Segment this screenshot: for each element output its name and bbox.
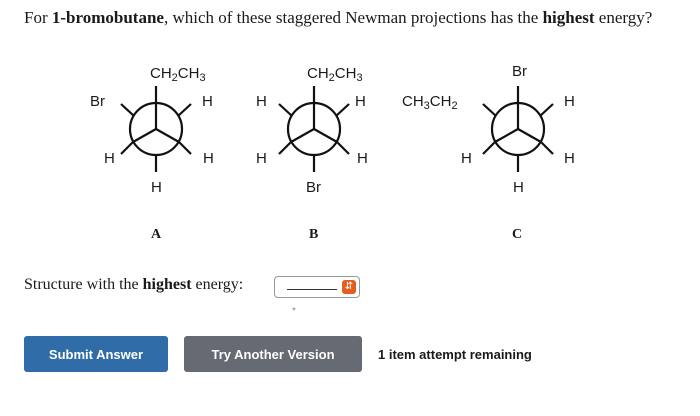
b-front-top-label: $CH_2CH_3$: [307, 65, 363, 84]
b-back-bottom-label: Br: [306, 179, 321, 196]
a-front-left-label: H: [104, 150, 115, 167]
c-front-right-label: H: [564, 150, 575, 167]
question-middle: , which of these staggered Newman projections has the: [163, 8, 539, 27]
structure-letter-a: A: [151, 227, 162, 242]
answer-label: [24, 276, 243, 294]
question-compound: 1-bromobutane: [51, 8, 164, 27]
answer-label-emphasis: highest: [142, 276, 192, 293]
newman-projection-b: [279, 86, 349, 172]
newman-projection-a: [121, 86, 191, 172]
b-back-top-left-label: H: [256, 93, 267, 110]
b-front-right-label: H: [357, 150, 368, 167]
attempts-remaining-text: 1 item attempt remaining: [378, 347, 532, 362]
c-front-top-label: Br: [512, 63, 527, 80]
c-front-left-label: H: [461, 150, 472, 167]
b-front-left-label: H: [256, 150, 267, 167]
question-suffix: energy?: [598, 8, 653, 27]
answer-blank-line: [287, 289, 337, 290]
question-emphasis: highest: [542, 8, 595, 27]
b-back-top-right-label: H: [355, 93, 366, 110]
a-front-top-label: $CH_2CH_3$: [150, 65, 206, 84]
a-back-bottom-label: H: [151, 179, 162, 196]
a-back-top-right-label: H: [202, 93, 213, 110]
structure-letter-b: B: [309, 227, 319, 242]
dropdown-arrows-icon[interactable]: ⇵: [342, 280, 356, 294]
c-back-bottom-label: H: [513, 179, 524, 196]
a-back-top-left-label: Br: [90, 93, 105, 110]
submit-answer-button[interactable]: Submit Answer: [24, 336, 168, 372]
answer-label-prefix: Structure with the: [24, 276, 139, 293]
newman-projection-c: [483, 86, 553, 172]
question-prefix: For: [24, 8, 48, 27]
answer-label-suffix: energy:: [195, 276, 244, 293]
answer-dropdown[interactable]: [274, 276, 360, 298]
c-back-top-right-label: H: [564, 93, 575, 110]
cursor-icon: *: [292, 306, 296, 317]
try-another-version-button[interactable]: Try Another Version: [184, 336, 362, 372]
structure-letter-c: C: [512, 227, 523, 242]
c-back-top-left-label: $CH_3CH_2$: [402, 93, 458, 112]
a-front-right-label: H: [203, 150, 214, 167]
